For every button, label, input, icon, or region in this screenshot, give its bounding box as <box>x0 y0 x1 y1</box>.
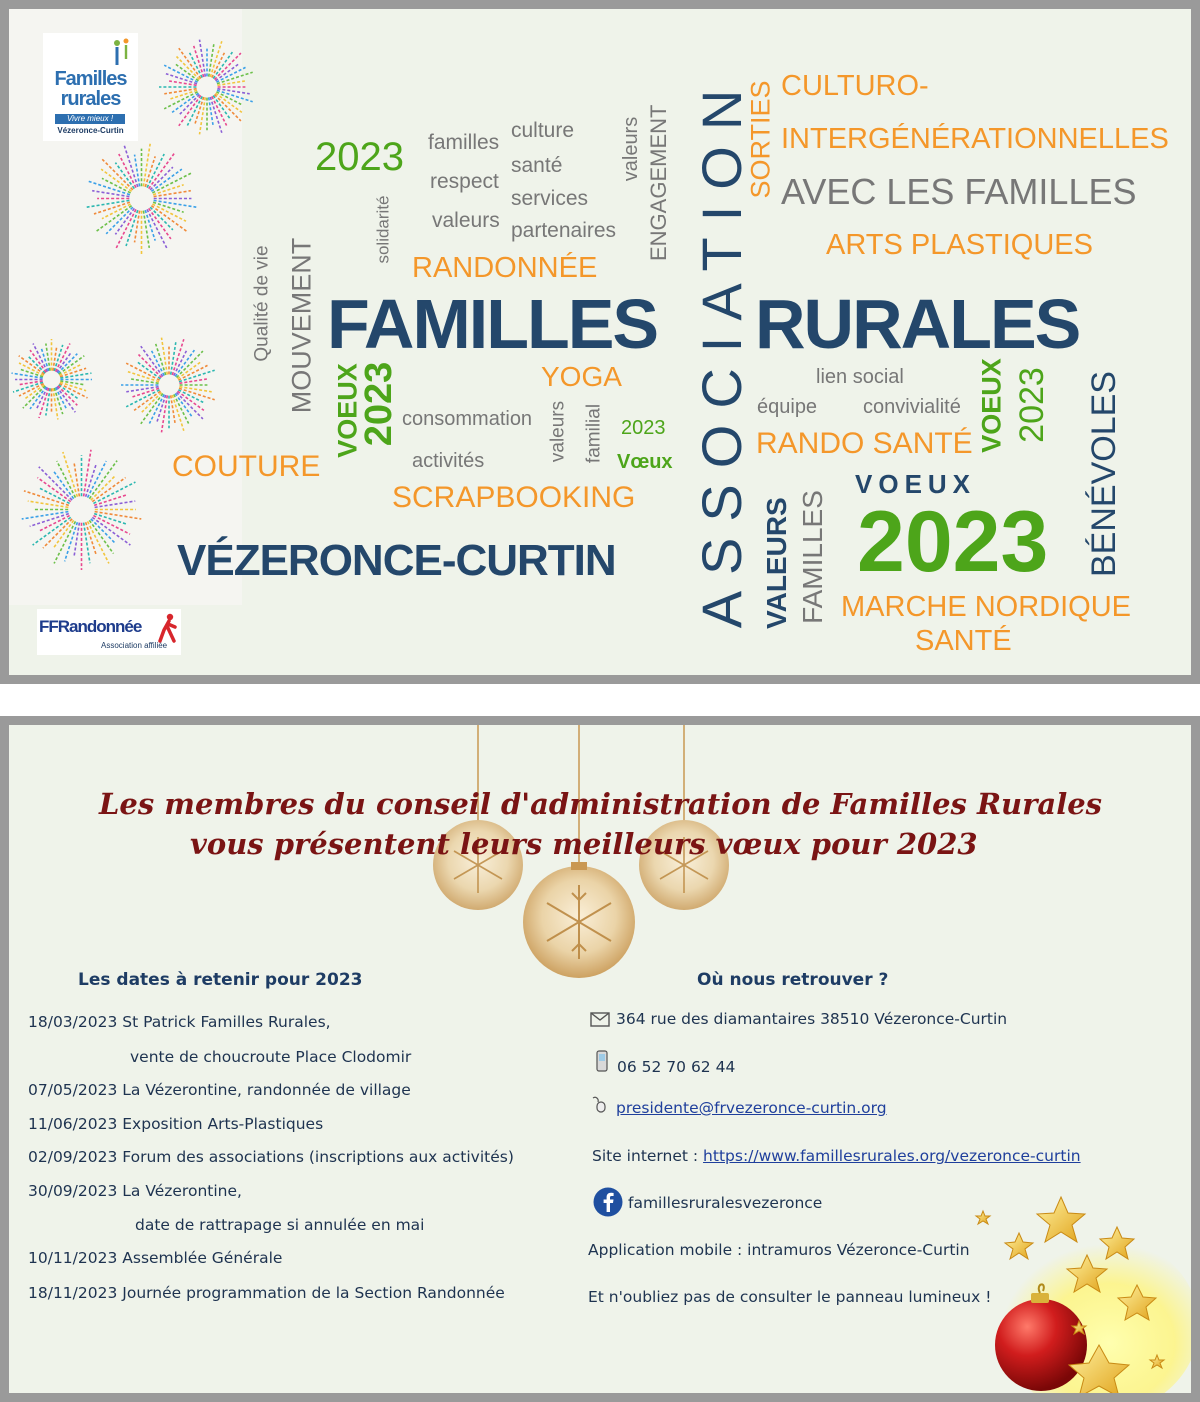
word-engagement: ENGAGEMENT <box>646 104 671 261</box>
logo-figures-icon <box>103 37 133 71</box>
firework-ray <box>84 523 90 564</box>
word-2023-vertical-right: 2023 <box>1013 367 1051 443</box>
phone-icon <box>595 1050 609 1072</box>
card-title-line1: Les membres du conseil d'administration de Familles Rurales <box>99 787 1102 821</box>
word-familles-small: familles <box>428 131 500 154</box>
firework-ray <box>179 379 207 383</box>
familles-rurales-logo <box>43 33 138 141</box>
firework-ray <box>39 467 72 500</box>
facebook-icon[interactable] <box>593 1187 623 1217</box>
dates-heading: Les dates à retenir pour 2023 <box>78 970 363 990</box>
word-association: ASSOCIATION <box>690 73 753 629</box>
word-familles-caps: FAMILLES <box>797 490 828 624</box>
word-sante: santé <box>511 154 563 177</box>
firework-ray <box>59 356 85 375</box>
firework-ray <box>58 386 78 406</box>
word-rando-sante: RANDO SANTÉ <box>756 427 973 460</box>
firework-ray <box>65 522 78 561</box>
date-item: 10/11/2023 Assemblée Générale <box>28 1249 283 1267</box>
word-benevoles: BÉNÉVOLES <box>1085 371 1123 577</box>
envelope-icon <box>590 1012 610 1027</box>
back-card <box>0 716 1200 1402</box>
word-respect: respect <box>430 170 499 193</box>
firework-ray <box>216 67 245 82</box>
firework-ray <box>91 519 116 544</box>
word-2023-small: 2023 <box>621 417 666 439</box>
firework-ray <box>143 211 149 248</box>
firework-ray <box>142 393 162 413</box>
word-valeurs-caps: VALEURS <box>761 497 792 629</box>
firework-ray <box>215 95 241 121</box>
word-equipe: équipe <box>757 396 818 418</box>
hiker-icon <box>157 613 179 643</box>
firework-icon <box>157 37 257 137</box>
firework-ray <box>102 204 131 219</box>
word-culture: culture <box>511 119 575 142</box>
date-item: 18/03/2023 St Patrick Familles Rurales, <box>28 1013 331 1031</box>
firework-ray <box>102 178 131 193</box>
date-item: 07/05/2023 La Vézerontine, randonnée de village <box>28 1081 411 1099</box>
firework-ray <box>46 388 50 415</box>
date-item: 30/09/2023 La Vézerontine, <box>28 1182 242 1200</box>
firework-ray <box>178 365 207 380</box>
word-vezeronce: VÉZERONCE-CURTIN <box>177 536 616 585</box>
ffr-sub: Association affiliée <box>101 641 168 650</box>
firework-ray <box>180 95 200 115</box>
facebook-text[interactable]: famillesruralesvezeronce <box>628 1194 823 1212</box>
date-item: 02/09/2023 Forum des associations (inscriptions aux activités) <box>28 1148 514 1166</box>
word-services: services <box>511 187 589 210</box>
firework-ray <box>169 81 197 85</box>
mouse-icon <box>590 1095 608 1113</box>
email-link[interactable]: presidente@frvezeronce-curtin.org <box>616 1099 887 1117</box>
logo-line1: Familles <box>54 68 127 90</box>
firework-icon <box>84 141 199 256</box>
word-sorties: SORTIES <box>745 80 776 199</box>
word-solidarite: solidarité <box>373 195 393 264</box>
firework-ray <box>95 501 136 507</box>
firework-ray <box>154 191 191 197</box>
firework-ray <box>131 379 159 383</box>
word-qualite: Qualité de vie <box>251 245 273 362</box>
firework-ray <box>187 96 202 125</box>
firework-ray <box>91 475 116 500</box>
firework-ray <box>171 395 175 423</box>
site-line <box>592 1147 1081 1165</box>
firework-icon <box>119 335 219 435</box>
date-item: 11/06/2023 Exposition Arts-Plastiques <box>28 1115 324 1133</box>
word-familles: FAMILLES <box>327 285 658 363</box>
word-valeurs-vertical-mid: valeurs <box>547 400 569 463</box>
front-card <box>0 0 1200 684</box>
word-marche-nordique: MARCHE NORDIQUE <box>841 591 1132 623</box>
word-voeux-vertical-left: VOEUX <box>332 363 363 458</box>
firework-ray <box>46 343 50 370</box>
firework-ray <box>217 81 245 85</box>
address-text: 364 rue des diamantaires 38510 Vézeronce-Curtin <box>616 1010 1008 1028</box>
firework-ray <box>20 381 43 385</box>
word-intergen: INTERGÉNÉRATIONNELLES <box>781 123 1169 155</box>
word-activites: activités <box>412 450 485 472</box>
firework-ray <box>53 348 57 371</box>
reminder-text: Et n'oubliez pas de consulter le panneau lumineux ! <box>588 1288 992 1306</box>
date-item-detail: vente de choucroute Place Clodomir <box>130 1048 412 1066</box>
word-valeurs-vertical-top: valeurs <box>620 116 642 182</box>
word-mouvement: MOUVEMENT <box>286 237 317 414</box>
firework-ray <box>57 387 76 413</box>
word-voeux-spaced: VOEUX <box>855 469 977 499</box>
word-scrapbooking: SCRAPBOOKING <box>392 481 636 514</box>
firework-icon <box>9 337 94 422</box>
firework-ray <box>88 461 107 498</box>
word-lien-social: lien social <box>816 366 904 388</box>
firework-ray <box>19 356 45 375</box>
phone-text: 06 52 70 62 44 <box>617 1058 736 1076</box>
ornament-icon <box>429 725 729 1005</box>
firework-ray <box>212 96 227 125</box>
word-culturo: CULTURO- <box>781 70 929 102</box>
word-voeux-vertical-right: VOEUX <box>976 358 1007 453</box>
firework-ray <box>177 351 203 377</box>
site-link[interactable]: https://www.famillesrurales.org/vezeronce-curtin <box>703 1147 1081 1165</box>
firework-ray <box>58 354 78 374</box>
date-item-detail: date de rattrapage si annulée en mai <box>135 1216 425 1234</box>
site-label: Site internet : <box>592 1147 704 1165</box>
word-familial: familial <box>583 403 605 464</box>
firework-ray <box>60 381 83 385</box>
ffrandonnee-logo <box>37 609 181 655</box>
date-item: 18/11/2023 Journée programmation de la Section Randonnée <box>28 1284 505 1302</box>
word-yoga: YOGA <box>541 361 622 392</box>
firework-icon <box>19 447 144 572</box>
firework-ray <box>149 394 164 423</box>
word-convivialite: convivialité <box>863 396 961 418</box>
word-2023-big: 2023 <box>857 494 1049 590</box>
firework-ray <box>93 516 130 535</box>
logo-place: Vézeronce-Curtin <box>57 126 124 135</box>
firework-ray <box>57 461 76 498</box>
word-consommation: consommation <box>402 408 533 430</box>
contact-heading: Où nous retrouver ? <box>697 970 889 990</box>
word-couture: COUTURE <box>172 450 321 483</box>
word-partenaires: partenaires <box>511 219 617 242</box>
word-randonnee: RANDONNÉE <box>412 252 598 284</box>
firework-ray <box>215 53 241 79</box>
word-sante-caps: SANTÉ <box>915 625 1012 657</box>
firework-ray <box>209 97 213 125</box>
word-rurales: RURALES <box>755 285 1080 363</box>
firework-ray <box>174 394 189 423</box>
word-arts-plastiques: ARTS PLASTIQUES <box>826 229 1093 261</box>
app-text: Application mobile : intramuros Vézeronce-Curtin <box>588 1241 970 1259</box>
firework-ray <box>43 519 72 548</box>
firework-ray <box>92 191 129 197</box>
firework-ray <box>102 159 133 190</box>
word-valeurs: valeurs <box>432 209 500 232</box>
word-2023-vertical-left: 2023 <box>358 361 400 447</box>
firework-ray <box>28 501 69 507</box>
word-voeux-small: Vœux <box>617 451 673 473</box>
card-title-line2: vous présentent leurs meilleurs vœux pour 2023 <box>190 827 978 861</box>
word-2023-top: 2023 <box>315 135 404 179</box>
firework-ray <box>177 393 203 419</box>
logo-tagline: Vivre mieux ! <box>55 114 125 124</box>
bauble-stars-icon <box>959 1165 1191 1401</box>
logo-line2: rurales <box>60 88 121 110</box>
ffr-brand: FFRandonnée <box>39 617 142 636</box>
firework-ray <box>30 514 69 527</box>
word-avec-familles: AVEC LES FAMILLES <box>781 171 1137 212</box>
